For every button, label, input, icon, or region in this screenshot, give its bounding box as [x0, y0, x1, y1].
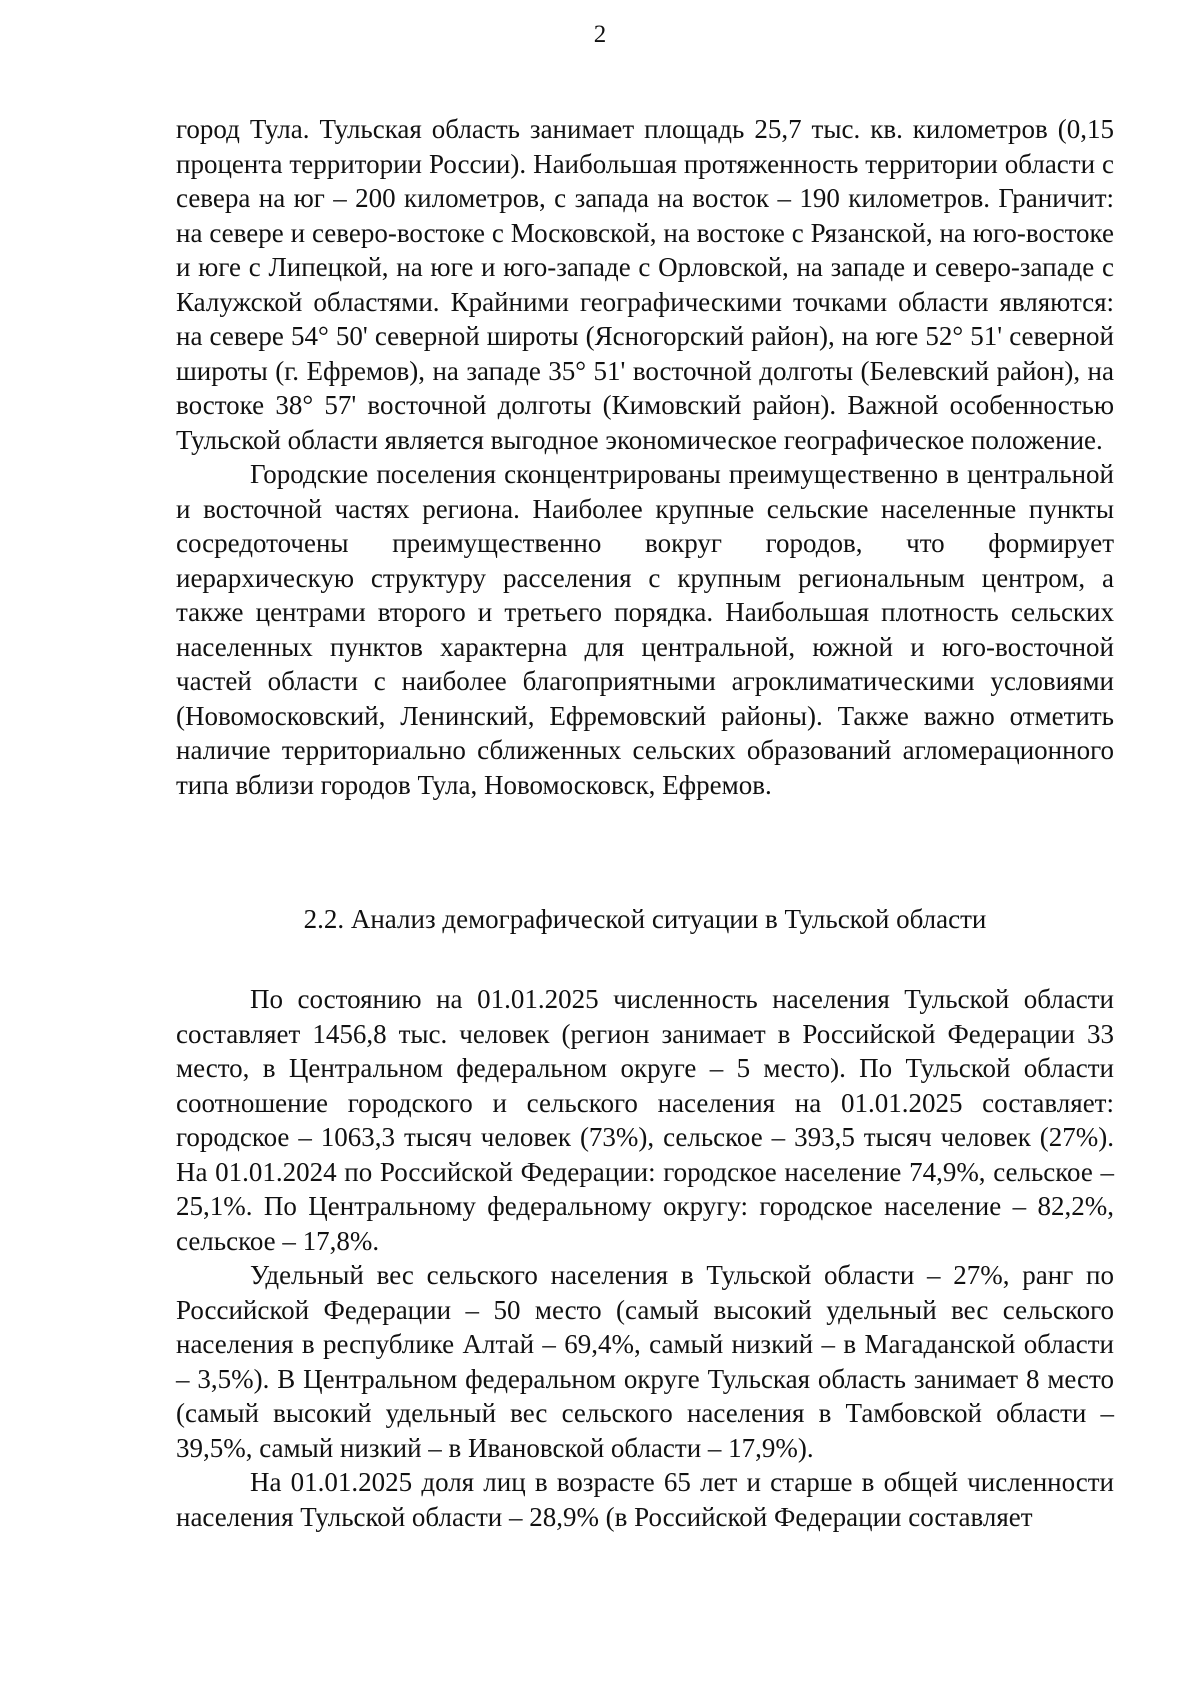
- paragraph-geography: город Тула. Тульская область занимает площадь 25,7 тыс. кв. километров (0,15 процента территории России). Наибольшая протяженность территории области с севера на юг – 200 километров, с запада на восток – 190 километров. Граничит: на севере и северо-востоке с Московской, на востоке с Рязанской, на юго-востоке и юге с Липецкой, на юге и юго-западе с Орловской, на западе и северо-западе с Калужской областями. Крайними географическими точками области являются: на севере 54° 50' северной широты (Ясногорский район), на юге 52° 51' северной широты (г. Ефремов), на западе 35° 51' восточной долготы (Белевский район), на востоке 38° 57' восточной долготы (Кимовский район). Важной особенностью Тульской области является выгодное экономическое географическое положение.: [176, 114, 1114, 455]
- paragraph-rural-share: Удельный вес сельского населения в Тульской области – 27%, ранг по Российской Федерации – 50 место (самый высокий удельный вес сельского населения в республике Алтай – 69,4%, самый низкий – в Магаданской области – 3,5%). В Центральном федеральном округе Тульская область занимает 8 место (самый высокий удельный вес сельского населения в Тамбовской области – 39,5%, самый низкий – в Ивановской области – 17,9%).: [176, 1260, 1114, 1463]
- section-heading: 2.2. Анализ демографической ситуации в Тульской области: [303, 904, 987, 934]
- section-1-body: [176, 112, 1114, 802]
- section-2-body: [176, 982, 1114, 1534]
- paragraph-population: По состоянию на 01.01.2025 численность населения Тульской области составляет 1456,8 тыс. человек (регион занимает в Российской Федерации 33 место, в Центральном федеральном округе – 5 место). По Тульской области соотношение городского и сельского населения на 01.01.2025 составляет: городское – 1063,3 тысяч человек (73%), сельское – 393,5 тысяч человек (27%). На 01.01.2024 по Российской Федерации: городское население 74,9%, сельское – 25,1%. По Центральному федеральному округу: городское население – 82,2%, сельское – 17,8%.: [176, 984, 1114, 1256]
- paragraph-age-structure: На 01.01.2025 доля лиц в возрасте 65 лет и старше в общей численности населения Тульской области – 28,9% (в Российской Федерации составляет: [176, 1467, 1114, 1532]
- paragraph-settlements: Городские поселения сконцентрированы преимущественно в центральной и восточной частях региона. Наиболее крупные сельские населенные пункты сосредоточены преимущественно вокруг городов, что формирует иерархическую структуру расселения с крупным региональным центром, а также центрами второго и третьего порядка. Наибольшая плотность сельских населенных пунктов характерна для центральной, южной и юго-восточной частей области с наиболее благоприятными агроклиматическими условиями (Новомосковский, Ленинский, Ефремовский районы). Также важно отметить наличие территориально сближенных сельских образований агломерационного типа вблизи городов Тула, Новомосковск, Ефремов.: [176, 459, 1114, 800]
- page-number: 2: [593, 21, 607, 48]
